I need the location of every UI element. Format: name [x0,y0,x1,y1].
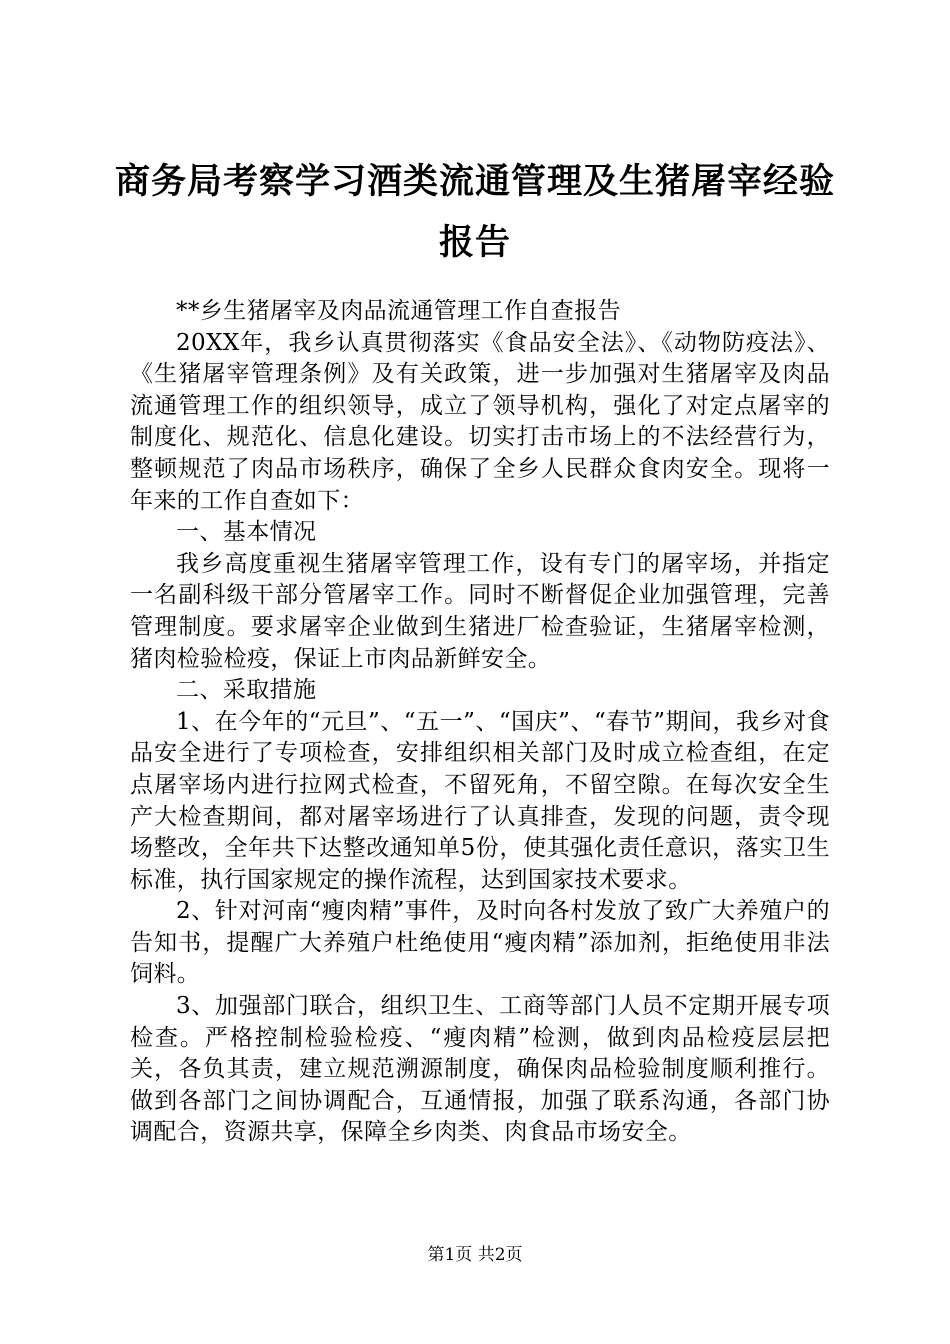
paragraph-basic: 我乡高度重视生猪屠宰管理工作，设有专门的屠宰场，并指定一名副科级干部分管屠宰工作。同时不断督促企业加强管理，完善管理制度。要求屠宰企业做到生猪进厂检查验证，生猪屠宰检测，猪肉检验检疫，保证上市肉品新鲜安全。 [130,550,830,672]
section-heading-basic: 一、基本情况 [176,519,317,546]
paragraph-measure-2: 2、针对河南“瘦肉精”事件，及时向各村发放了致广大养殖户的告知书，提醒广大养殖户杜绝使用“瘦肉精”添加剂，拒绝使用非法饲料。 [130,898,830,988]
document-title-line-2: 报告 [438,223,511,263]
paragraph-measure-3: 3、加强部门联合，组织卫生、工商等部门人员不定期开展专项检查。严格控制检验检疫、“瘦肉精”检测，做到肉品检疫层层把关，各负其责，建立规范溯源制度，确保肉品检验制度顺利推行。做到各部门之间协调配合，互通情报，加强了联系沟通，各部门协调配合，资源共享，保障全乡肉类、肉食品市场安全。 [130,993,830,1146]
section-heading-measures: 二、采取措施 [176,677,317,704]
paragraph-measure-1: 1、在今年的“元旦”、“五一”、“国庆”、“春节”期间，我乡对食品安全进行了专项检查，安排组织相关部门及时成立检查组，在定点屠宰场内进行拉网式检查，不留死角，不留空隙。在每次安全生产大检查期间，都对屠宰场进行了认真排查，发现的问题，责令现场整改，全年共下达整改通知单5份，使其强化责任意识，落实卫生标准，执行国家规定的操作流程，达到国家技术要求。 [130,708,830,893]
document-title-line-1: 商务局考察学习酒类流通管理及生猪屠宰经验 [114,162,835,202]
paragraph-intro: 20XX年，我乡认真贯彻落实《食品安全法》、《动物防疫法》、《生猪屠宰管理条例》及有关政策，进一步加强对生猪屠宰及肉品流通管理工作的组织领导，成立了领导机构，强化了对定点屠宰的制度化、规范化、信息化建设。切实打击市场上的不法经营行为，整顿规范了肉品市场秩序，确保了全乡人民群众食肉安全。现将一年来的工作自查如下： [130,329,830,514]
document-body [130,296,830,1149]
page-footer: 第1页 共2页 [427,1245,523,1265]
report-subtitle: **乡生猪屠宰及肉品流通管理工作自查报告 [176,298,621,324]
